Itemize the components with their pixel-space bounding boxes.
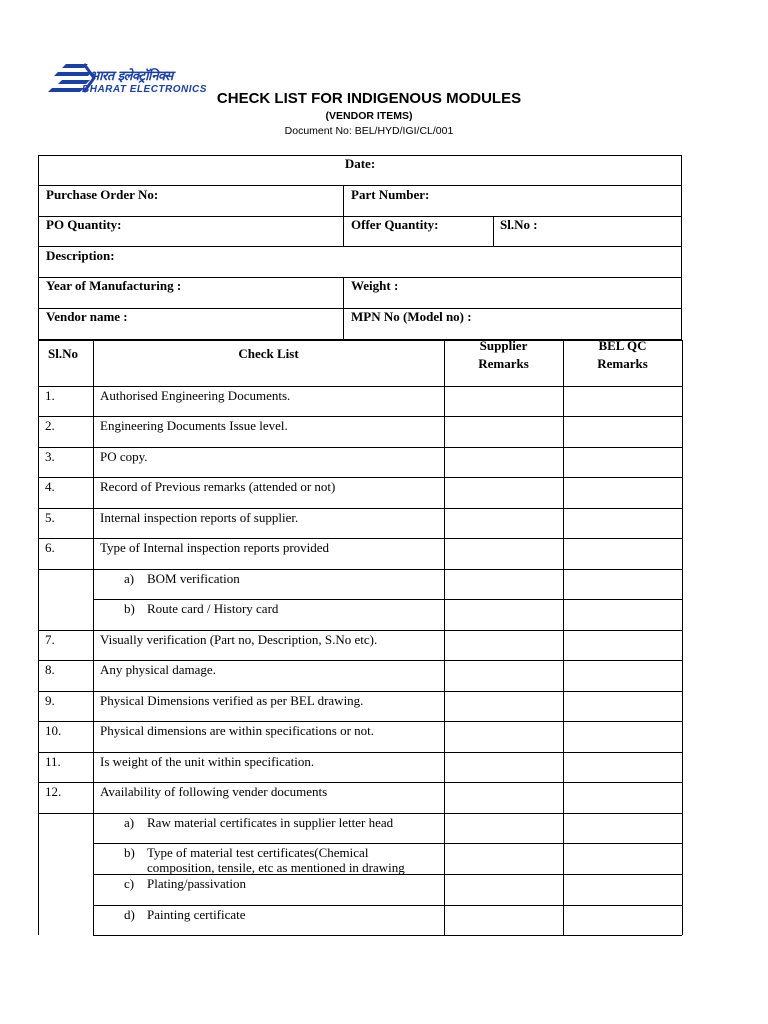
supplier-remarks-cell[interactable] xyxy=(445,600,562,629)
checklist-item: Engineering Documents Issue level. xyxy=(100,418,288,433)
row-number: 12. xyxy=(45,784,62,799)
row-number: 11. xyxy=(45,754,61,769)
supplier-remarks-cell[interactable] xyxy=(445,478,562,507)
belqc-remarks-cell[interactable] xyxy=(564,661,681,690)
sub-item-marker: b) xyxy=(124,601,135,616)
purchase-order-field[interactable]: Purchase Order No: xyxy=(46,187,159,202)
divider xyxy=(682,340,683,935)
checklist-item: Authorised Engineering Documents. xyxy=(100,388,291,403)
checklist-item: Record of Previous remarks (attended or not) xyxy=(100,479,336,494)
supplier-remarks-cell[interactable] xyxy=(445,844,562,873)
sub-item-marker: a) xyxy=(124,815,135,830)
header-belqc-remarks: Remarks xyxy=(597,356,648,371)
row-number: 9. xyxy=(45,693,55,708)
divider xyxy=(93,340,94,935)
belqc-remarks-cell[interactable] xyxy=(564,539,681,568)
checklist-item: Is weight of the unit within specification. xyxy=(100,754,315,769)
sl-no-field[interactable]: Sl.No : xyxy=(500,217,538,232)
checklist-item: Physical Dimensions verified as per BEL drawing. xyxy=(100,693,364,708)
checklist-item: Raw material certificates in supplier letter head xyxy=(147,815,394,830)
divider xyxy=(493,216,494,246)
row-number: 10. xyxy=(45,723,62,738)
checklist-item: Availability of following vender documents xyxy=(100,784,328,799)
header-supplier-remarks: Remarks xyxy=(478,356,529,371)
sub-item-marker: b) xyxy=(124,845,135,860)
checklist-item: Visually verification (Part no, Description, S.No etc). xyxy=(100,632,378,647)
part-number-field[interactable]: Part Number: xyxy=(351,187,430,202)
belqc-remarks-cell[interactable] xyxy=(564,814,681,842)
year-field[interactable]: Year of Manufacturing : xyxy=(46,278,182,293)
checklist-item: Type of Internal inspection reports provided xyxy=(100,540,330,555)
supplier-remarks-cell[interactable] xyxy=(445,906,562,934)
logo-hindi-text: भारत इलेक्ट्रॉनिक्स xyxy=(90,69,173,84)
supplier-remarks-cell[interactable] xyxy=(445,509,562,537)
belqc-remarks-cell[interactable] xyxy=(564,906,681,934)
divider xyxy=(343,185,344,246)
belqc-remarks-cell[interactable] xyxy=(564,631,681,659)
mpn-field[interactable]: MPN No (Model no) : xyxy=(351,309,472,324)
checklist-item: composition, tensile, etc as mentioned in drawing xyxy=(147,860,405,875)
description-field[interactable]: Description: xyxy=(46,248,115,263)
logo-english-text: BHARAT ELECTRONICS xyxy=(82,84,207,95)
supplier-remarks-cell[interactable] xyxy=(445,539,562,568)
offer-quantity-field[interactable]: Offer Quantity: xyxy=(351,217,439,232)
sub-item-marker: d) xyxy=(124,907,135,922)
weight-field[interactable]: Weight : xyxy=(351,278,399,293)
row-number: 1. xyxy=(45,388,55,403)
checklist-item: PO copy. xyxy=(100,449,148,464)
supplier-remarks-cell[interactable] xyxy=(445,875,562,904)
checklist-item: Any physical damage. xyxy=(100,662,216,677)
divider xyxy=(38,340,39,935)
row-number: 7. xyxy=(45,632,55,647)
header-supplier-remarks: Supplier xyxy=(479,338,528,353)
supplier-remarks-cell[interactable] xyxy=(445,722,562,751)
supplier-remarks-cell[interactable] xyxy=(445,661,562,690)
header-belqc-remarks: BEL QC xyxy=(598,338,647,353)
checklist-item: Route card / History card xyxy=(147,601,279,616)
supplier-remarks-cell[interactable] xyxy=(445,387,562,415)
supplier-remarks-cell[interactable] xyxy=(445,570,562,598)
belqc-remarks-cell[interactable] xyxy=(564,600,681,629)
row-number: 6. xyxy=(45,540,55,555)
document-subtitle: (VENDOR ITEMS) xyxy=(325,110,413,122)
belqc-remarks-cell[interactable] xyxy=(564,753,681,781)
row-number: 8. xyxy=(45,662,55,677)
checklist-item: Physical dimensions are within specifications or not. xyxy=(100,723,375,738)
header-slno: Sl.No xyxy=(48,346,78,361)
belqc-remarks-cell[interactable] xyxy=(564,844,681,873)
checklist-item: BOM verification xyxy=(147,571,240,586)
belqc-remarks-cell[interactable] xyxy=(564,448,681,476)
belqc-remarks-cell[interactable] xyxy=(564,478,681,507)
document-number: Document No: BEL/HYD/IGI/CL/001 xyxy=(284,125,454,137)
row-number: 2. xyxy=(45,418,55,433)
belqc-remarks-cell[interactable] xyxy=(564,692,681,720)
checklist-item: Plating/passivation xyxy=(147,876,246,891)
belqc-remarks-cell[interactable] xyxy=(564,783,681,812)
header-checklist: Check List xyxy=(238,346,299,361)
supplier-remarks-cell[interactable] xyxy=(445,753,562,781)
divider xyxy=(343,277,344,340)
date-field[interactable]: Date: xyxy=(344,156,376,171)
divider xyxy=(38,185,682,186)
po-quantity-field[interactable]: PO Quantity: xyxy=(46,217,122,232)
belqc-remarks-cell[interactable] xyxy=(564,875,681,904)
belqc-remarks-cell[interactable] xyxy=(564,570,681,598)
document-title: CHECK LIST FOR INDIGENOUS MODULES xyxy=(216,90,522,107)
row-number: 5. xyxy=(45,510,55,525)
supplier-remarks-cell[interactable] xyxy=(445,814,562,842)
divider xyxy=(93,935,682,936)
belqc-remarks-cell[interactable] xyxy=(564,417,681,446)
row-number: 3. xyxy=(45,449,55,464)
supplier-remarks-cell[interactable] xyxy=(445,448,562,476)
supplier-remarks-cell[interactable] xyxy=(445,631,562,659)
vendor-field[interactable]: Vendor name : xyxy=(46,309,128,324)
supplier-remarks-cell[interactable] xyxy=(445,417,562,446)
checklist-item: Internal inspection reports of supplier. xyxy=(100,510,299,525)
supplier-remarks-cell[interactable] xyxy=(445,783,562,812)
row-number: 4. xyxy=(45,479,55,494)
checklist-item: Type of material test certificates(Chemical xyxy=(147,845,369,860)
divider xyxy=(38,246,682,247)
supplier-remarks-cell[interactable] xyxy=(445,692,562,720)
sub-item-marker: a) xyxy=(124,571,135,586)
belqc-remarks-cell[interactable] xyxy=(564,509,681,537)
belqc-remarks-cell[interactable] xyxy=(564,387,681,415)
checklist-item: Painting certificate xyxy=(147,907,246,922)
belqc-remarks-cell[interactable] xyxy=(564,722,681,751)
sub-item-marker: c) xyxy=(124,876,135,891)
